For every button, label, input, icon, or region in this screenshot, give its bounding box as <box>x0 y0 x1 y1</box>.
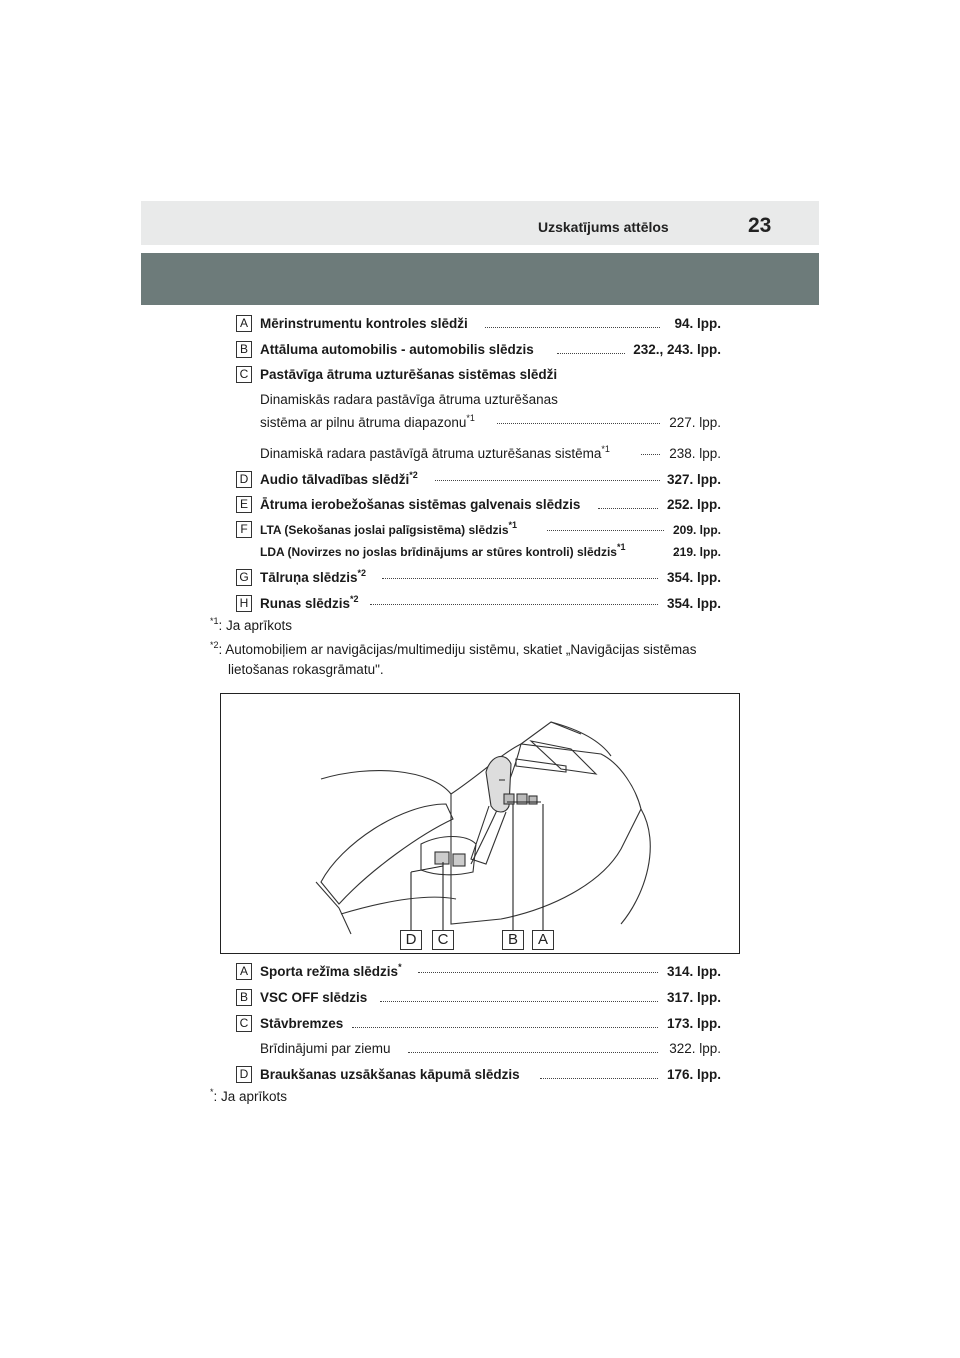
list-item <box>0 339 960 359</box>
center-console-drawing <box>221 694 739 953</box>
key-box: B <box>236 989 252 1006</box>
list-item <box>0 1064 960 1084</box>
leader-dots <box>352 1026 658 1028</box>
sub-item <box>0 542 960 562</box>
section-title: Uzskatījums attēlos <box>538 219 669 235</box>
list-item <box>0 494 960 514</box>
callout-b: B <box>502 930 524 950</box>
console-illustration <box>220 693 740 954</box>
leader-dots <box>540 1077 658 1079</box>
leader-dots <box>641 453 660 455</box>
page-ref: 94. lpp. <box>674 316 721 331</box>
list-item <box>0 593 960 613</box>
sub-item-text: sistēma ar pilnu ātruma diapazonu$^{*1}$ <box>260 413 475 430</box>
key-box: A <box>236 315 252 332</box>
bottom-footnote: *: Ja aprīkots <box>210 1087 288 1104</box>
item-label: Runas slēdzis$^{*2}$ <box>260 594 359 611</box>
item-label: LTA (Sekošanas joslai palīgsistēma) slēdzis$^{*1}$ <box>260 520 518 537</box>
key-box: C <box>236 1015 252 1032</box>
page-ref: 314. lpp. <box>666 964 721 979</box>
page-ref: 227. lpp. <box>669 415 721 430</box>
page-ref: 173. lpp. <box>666 1016 721 1031</box>
callout-a: A <box>532 930 554 950</box>
leader-dots <box>547 529 664 531</box>
list-item <box>0 364 960 384</box>
illustration-band <box>141 253 819 305</box>
item-label: Audio tālvadības slēdži$^{*2}$ <box>260 470 418 487</box>
leader-dots <box>382 577 658 579</box>
page-number: 23 <box>748 214 772 237</box>
leader-dots <box>485 326 660 328</box>
key-box: D <box>236 1066 252 1083</box>
callout-d: D <box>400 930 422 950</box>
item-label: VSC OFF slēdzis <box>260 990 368 1005</box>
page-ref: 232., 243. lpp. <box>633 342 721 357</box>
page-ref: 354. lpp. <box>666 596 721 611</box>
leader-dots <box>418 971 658 973</box>
list-item <box>0 469 960 489</box>
leader-dots <box>497 422 660 424</box>
page-ref: 238. lpp. <box>669 446 721 461</box>
key-box: D <box>236 471 252 488</box>
item-label: Attāluma automobilis - automobilis slēdzis <box>260 342 534 357</box>
header-band <box>141 201 819 245</box>
callout-c: C <box>432 930 454 950</box>
page-ref: 354. lpp. <box>666 570 721 585</box>
page-ref: 322. lpp. <box>669 1041 721 1056</box>
list-item <box>0 567 960 587</box>
item-label: LDA (Novirzes no joslas brīdinājums ar stūres kontroli) slēdzis$^{*1}$ <box>260 542 626 559</box>
leader-dots <box>557 352 625 354</box>
leader-dots <box>408 1051 658 1053</box>
page-ref: 219. lpp. <box>672 545 721 559</box>
item-label: Tālruņa slēdzis$^{*2}$ <box>260 568 367 585</box>
item-label: Mērinstrumentu kontroles slēdži <box>260 316 468 331</box>
leader-dots <box>380 1000 658 1002</box>
page-ref: 176. lpp. <box>666 1067 721 1082</box>
key-box: F <box>236 521 252 538</box>
key-box: E <box>236 496 252 513</box>
sub-item <box>0 443 960 463</box>
list-item <box>0 519 960 539</box>
list-item <box>0 1013 960 1033</box>
key-box: C <box>236 366 252 383</box>
leader-dots <box>435 479 660 481</box>
sub-item <box>0 412 960 432</box>
page-ref: 317. lpp. <box>666 990 721 1005</box>
page-ref: 252. lpp. <box>666 497 721 512</box>
sub-item-text: Dinamiskā radara pastāvīgā ātruma uzturēšanas sistēma$^{*1}$ <box>260 444 610 461</box>
leader-dots <box>370 603 658 605</box>
sub-item-text: Dinamiskās radara pastāvīga ātruma uzturēšanas <box>260 392 558 407</box>
sub-item <box>0 389 960 409</box>
item-label: Sporta režīma slēdzis* <box>260 962 402 979</box>
sub-item-text: Brīdinājumi par ziemu <box>260 1041 391 1056</box>
footnote-2: $^{*2}$: Automobiļiem ar navigācijas/multimediju sistēmu, skatiet „Navigācijas sistēmas <box>210 640 697 657</box>
list-item <box>0 313 960 333</box>
item-label: Ātruma ierobežošanas sistēmas galvenais slēdzis <box>260 497 581 512</box>
page-ref: 209. lpp. <box>672 523 721 537</box>
list-item <box>0 987 960 1007</box>
item-label: Stāvbremzes <box>260 1016 344 1031</box>
key-box: B <box>236 341 252 358</box>
footnote-1: $^{*1}$: Ja aprīkots <box>210 616 293 633</box>
item-label: Pastāvīga ātruma uzturēšanas sistēmas slēdži <box>260 367 558 382</box>
sub-item <box>0 1038 960 1058</box>
item-label: Braukšanas uzsākšanas kāpumā slēdzis <box>260 1067 520 1082</box>
list-item <box>0 961 960 981</box>
leader-dots <box>598 507 658 509</box>
key-box: G <box>236 569 252 586</box>
key-box: A <box>236 963 252 980</box>
footnote-2-cont: lietošanas rokasgrāmatu". <box>228 662 384 677</box>
page-ref: 327. lpp. <box>666 472 721 487</box>
key-box: H <box>236 595 252 612</box>
